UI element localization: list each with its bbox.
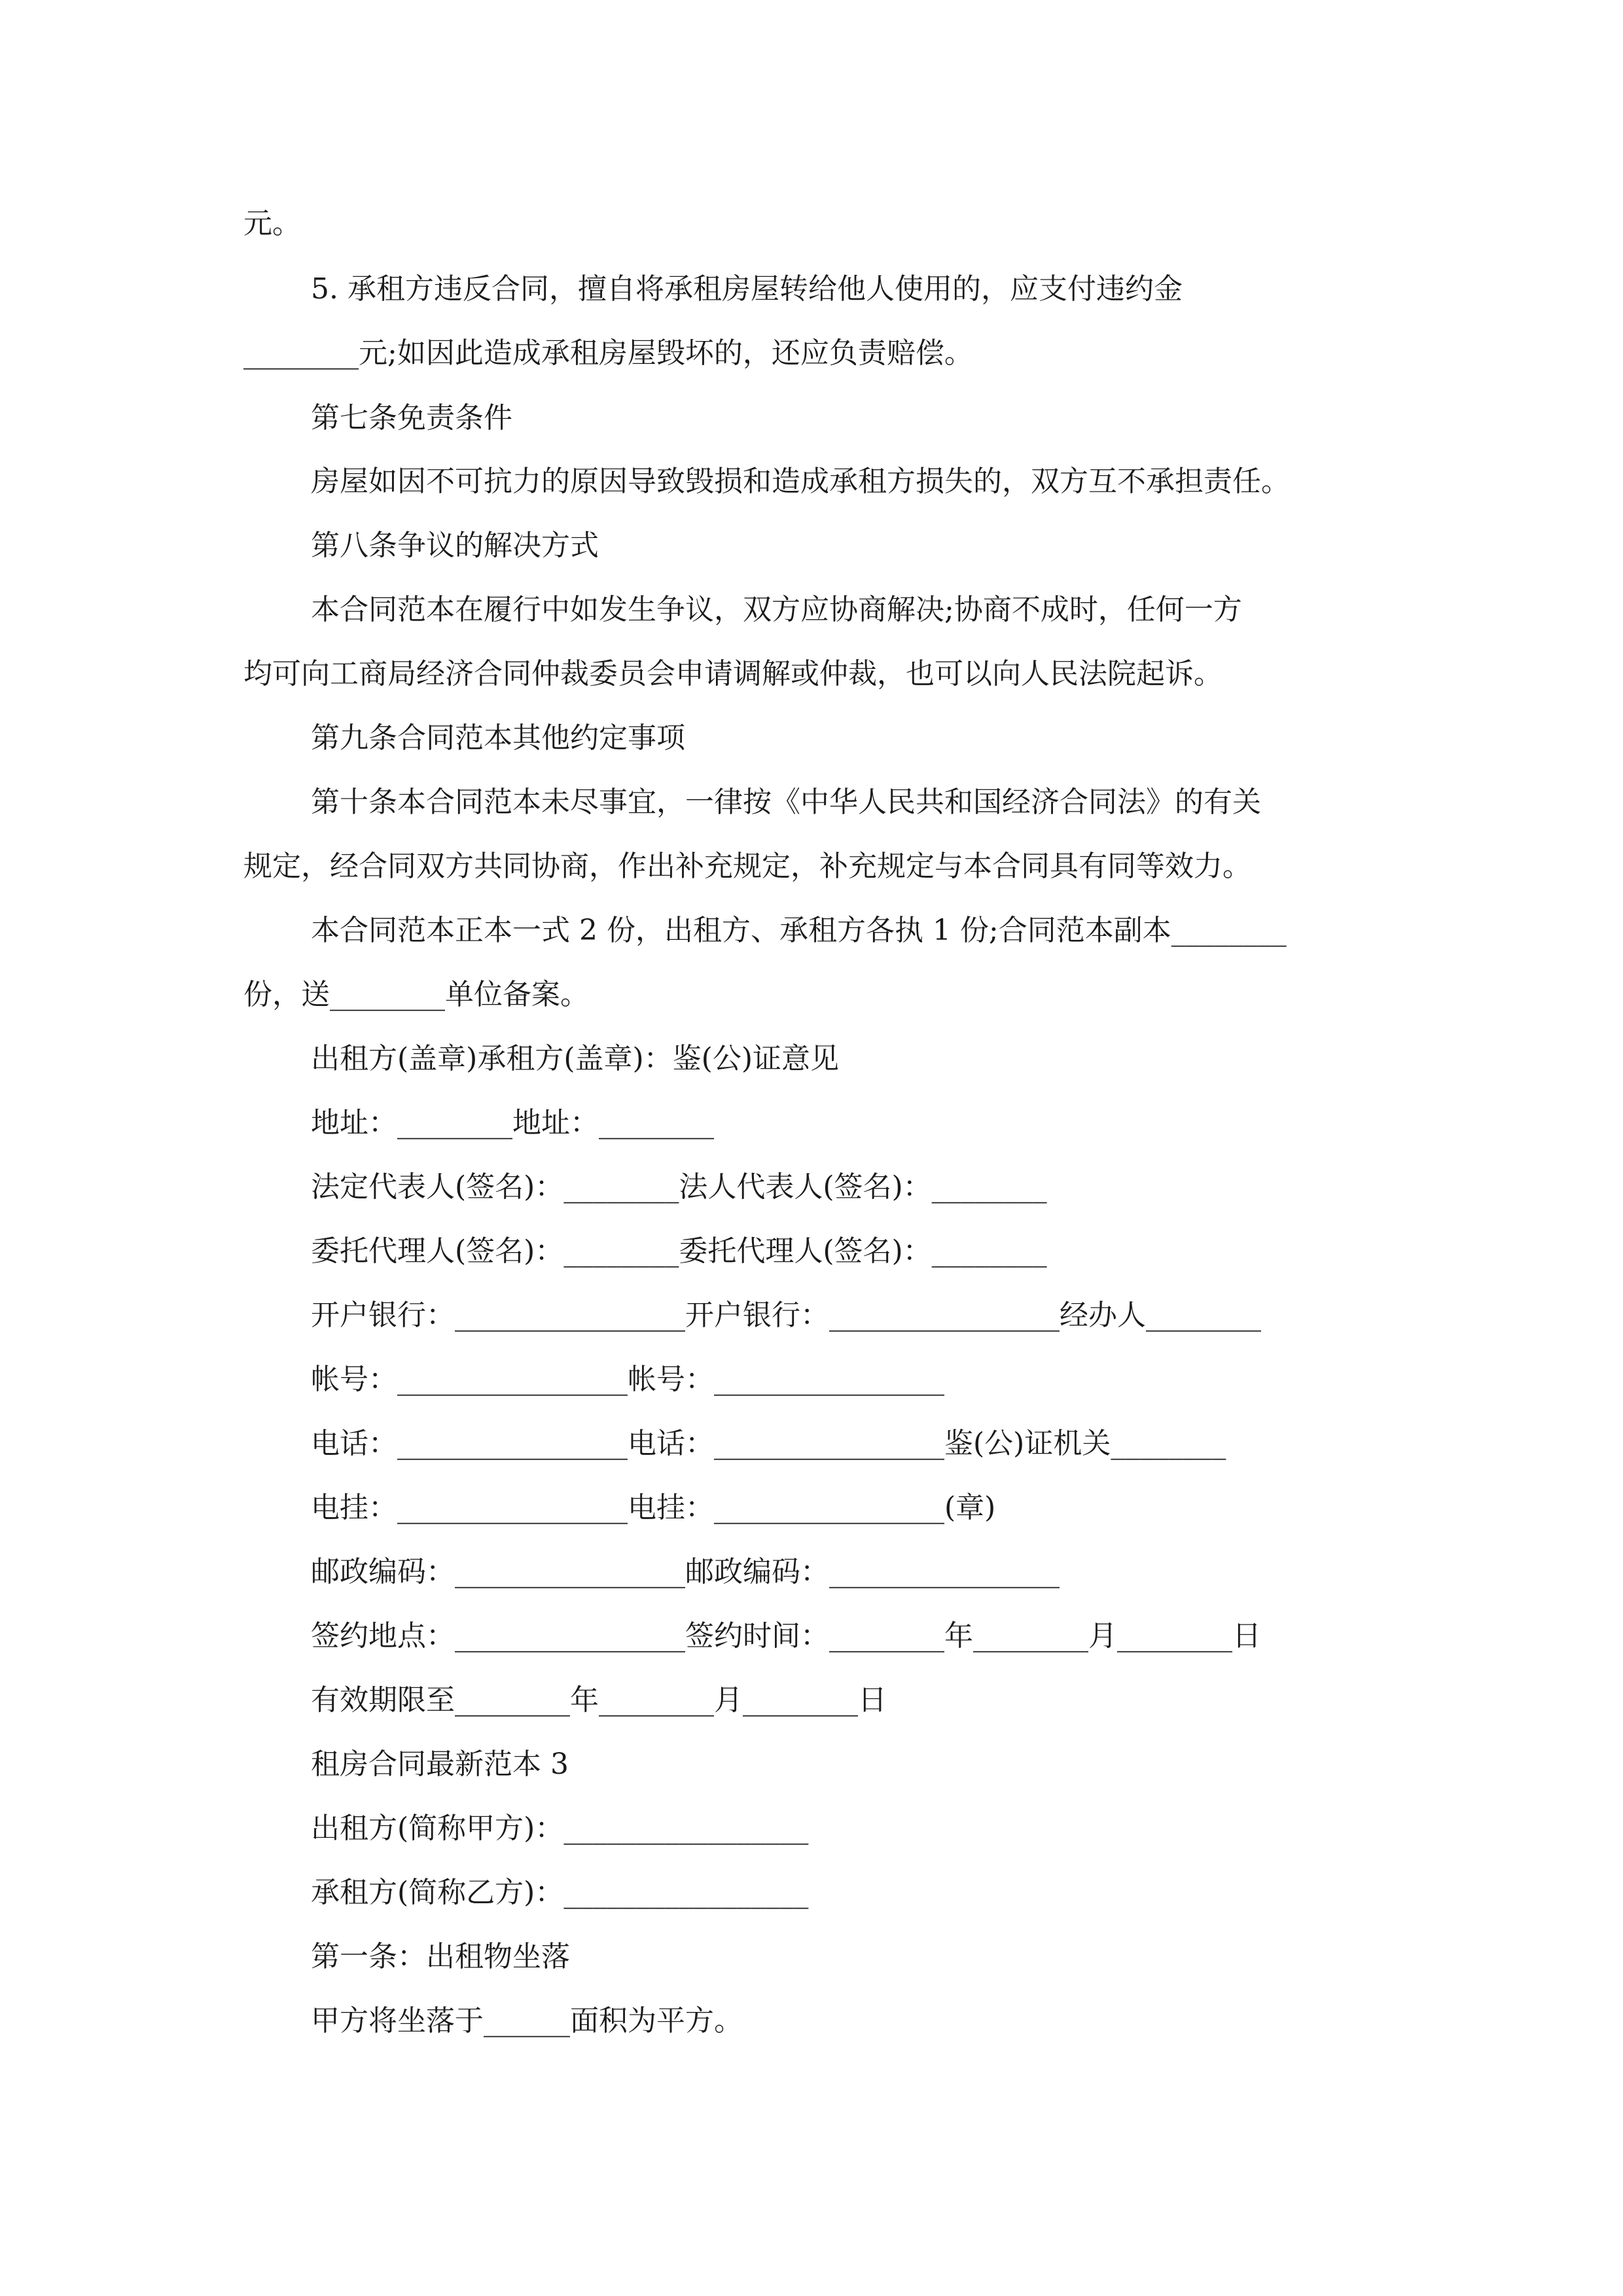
text-line: 甲方将坐落于______面积为平方。 xyxy=(311,2004,743,2037)
signature-header: 出租方(盖章)承租方(盖章)：鉴(公)证意见 xyxy=(311,1042,839,1075)
text-line: 本合同范本正本一式 2 份，出租方、承租方各执 1 份;合同范本副本________ xyxy=(311,914,1287,947)
text-line: 房屋如因不可抗力的原因导致毁损和造成承租方损失的，双方互不承担责任。 xyxy=(311,465,1290,498)
form-line-lessor: 出租方(简称甲方)：_________________ xyxy=(311,1812,809,1845)
form-line-address: 地址：________地址：________ xyxy=(311,1106,714,1139)
text-line: ________元;如因此造成承租房屋毁坏的，还应负责赔偿。 xyxy=(243,336,973,370)
document-title: 租房合同最新范本 3 xyxy=(311,1748,569,1781)
text-line: 5. 承租方违反合同，擅自将承租房屋转给他人使用的，应支付违约金 xyxy=(311,272,1183,306)
section-heading: 第九条合同范本其他约定事项 xyxy=(311,721,685,755)
form-line-legal-rep: 法定代表人(签名)：________法人代表人(签名)：________ xyxy=(311,1170,1047,1204)
form-line-agent: 委托代理人(签名)：________委托代理人(签名)：________ xyxy=(311,1234,1047,1268)
form-line-signing: 签约地点：________________签约时间：________年________月________日 xyxy=(311,1619,1261,1653)
text-line: 份，送________单位备案。 xyxy=(243,978,589,1011)
text-line: 元。 xyxy=(243,207,301,240)
text-line: 规定，经合同双方共同协商，作出补充规定，补充规定与本合同具有同等效力。 xyxy=(243,850,1251,883)
section-heading: 第八条争议的解决方式 xyxy=(311,529,599,562)
form-line-postcode: 邮政编码：________________邮政编码：________________ xyxy=(311,1555,1060,1588)
text-line: 均可向工商局经济合同仲裁委员会申请调解或仲裁，也可以向人民法院起诉。 xyxy=(243,657,1222,691)
form-line-bank: 开户银行：________________开户银行：________________经办人________ xyxy=(311,1299,1261,1332)
section-heading: 第七条免责条件 xyxy=(311,401,512,435)
form-line-account: 帐号：________________帐号：________________ xyxy=(311,1363,944,1396)
text-line: 本合同范本在履行中如发生争议，双方应协商解决;协商不成时，任何一方 xyxy=(311,593,1242,626)
form-line-telegraph: 电挂：________________电挂：________________(章) xyxy=(311,1491,996,1524)
form-line-phone: 电话：________________电话：________________鉴(公)证机关________ xyxy=(311,1427,1226,1460)
section-heading: 第一条：出租物坐落 xyxy=(311,1940,570,1973)
form-line-lessee: 承租方(简称乙方)：_________________ xyxy=(311,1876,809,1909)
text-line: 第十条本合同范本未尽事宜，一律按《中华人民共和国经济合同法》的有关 xyxy=(311,785,1261,819)
form-line-validity: 有效期限至________年________月________日 xyxy=(311,1683,887,1717)
